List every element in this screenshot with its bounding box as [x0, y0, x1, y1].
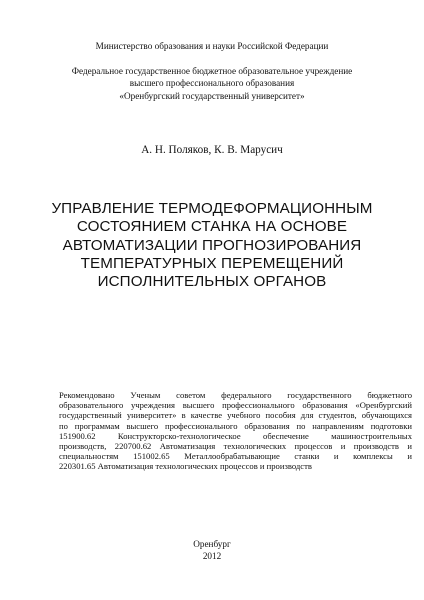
institution-line: «Оренбургский государственный университет» — [119, 90, 305, 101]
book-title — [0, 200, 424, 291]
recommendation-line: Рекомендовано Ученым советом федерального государственного бюджетного — [59, 390, 412, 400]
recommendation-line: производств, 220700.62 Автоматизация технологических процессов и производств и — [59, 440, 412, 451]
title-line: ТЕМПЕРАТУРНЫХ ПЕРЕМЕЩЕНИЙ — [80, 254, 344, 272]
recommendation-line: 151900.62 Конструкторско-технологическое обеспечение машиностроительных — [59, 430, 412, 441]
recommendation-line: образовательного учреждения высшего профессионального образования «Оренбургский — [59, 400, 412, 411]
institution-line: высшего профессионального образования — [129, 78, 295, 89]
title-line: ИСПОЛНИТЕЛЬНЫХ ОРГАНОВ — [97, 273, 327, 291]
recommendation-paragraph — [59, 390, 412, 472]
recommendation-line: специальностям 151002.65 Металлообрабатывающие станки и комплексы и — [59, 451, 412, 462]
title-line: УПРАВЛЕНИЕ ТЕРМОДЕФОРМАЦИОННЫМ — [51, 200, 373, 217]
recommendation-line: 220301.65 Автоматизация технологических процессов и производств — [59, 461, 312, 472]
title-line: АВТОМАТИЗАЦИИ ПРОГНОЗИРОВАНИЯ — [62, 236, 362, 254]
ministry-name: Министерство образования и науки Российской Федерации — [95, 41, 329, 51]
institution-block — [0, 65, 424, 102]
institution-line: Федеральное государственное бюджетное образовательное учреждение — [71, 66, 353, 76]
title-line: СОСТОЯНИЕМ СТАНКА НА ОСНОВЕ — [76, 218, 348, 236]
recommendation-line: государственный университет» в качестве учебного пособия для студентов, обучающихся — [59, 410, 412, 421]
recommendation-line: по программам высшего профессионального образования по направлениям подготовки — [59, 420, 412, 431]
authors: А. Н. Поляков, К. В. Марусич — [141, 144, 283, 156]
publication-year: 2012 — [202, 551, 222, 561]
publication-city: Оренбург — [193, 539, 231, 549]
